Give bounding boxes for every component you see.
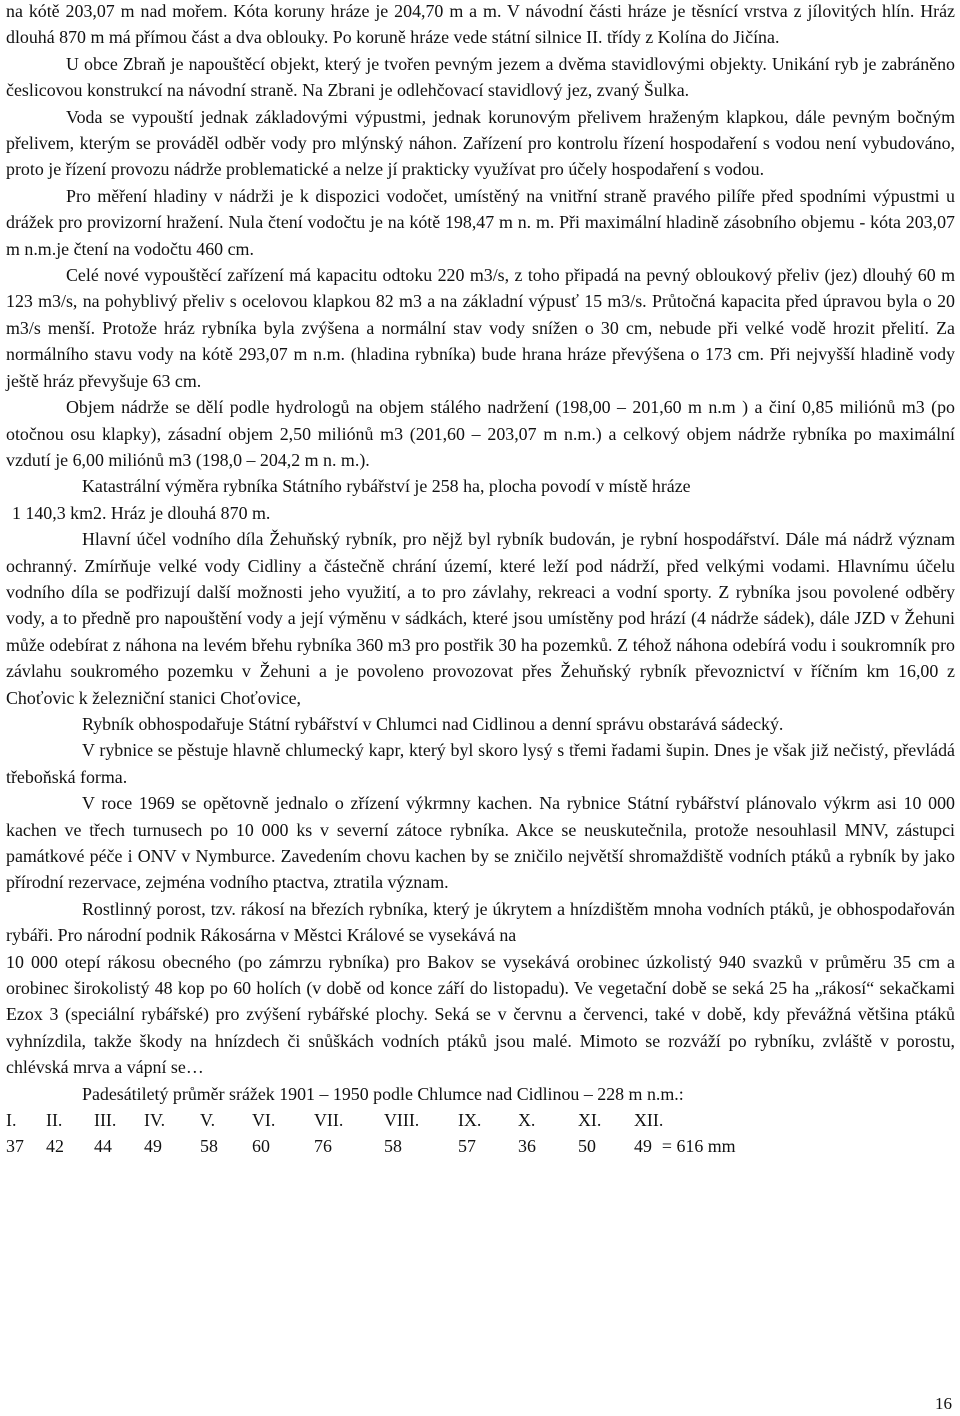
month-cell: VII. bbox=[314, 1110, 344, 1131]
total-cell: = 616 mm bbox=[661, 1136, 736, 1157]
paragraph-vykrmna-kachen: V roce 1969 se opětovně jednalo o zřízení výkrmny kachen. Na rybnice Státní rybářství plánovalo výkrm asi 10 000 kachen ve třech turnusech po 10 000 ks v severní zátoce rybníka. Akce se neuskutečnila, protože nesouhlasil MNV, zástupci památkové péče i ONV v Nymburce. Zavedením chovu kachen by se zničilo největší shromaždiště vodních ptáků a rybník by jako přírodní rezervace, zejména vodního ptactva, ztratila význam. bbox=[6, 793, 955, 893]
value-cell: 60 bbox=[252, 1136, 270, 1157]
value-cell: 58 bbox=[384, 1136, 402, 1157]
page-number: 16 bbox=[935, 1394, 952, 1413]
month-row bbox=[6, 1107, 955, 1133]
paragraph-objem-nadrze: Objem nádrže se dělí podle hydrologů na objem stálého nadržení (198,00 – 201,60 m n.m ) a činí 0,85 miliónů m3 (po otočnou osu klapky), zásadní objem 2,50 miliónů m3 (201,60 – 203,07 m n.m.) a celkový objem nádrže rybníka po maximální vzdutí je 6,00 miliónů m3 (198,0 – 204,2 m n. m.). bbox=[6, 397, 955, 470]
value-cell: 76 bbox=[314, 1136, 332, 1157]
value-cell: 37 bbox=[6, 1136, 24, 1157]
paragraph-mereni-hladiny: Pro měření hladiny v nádrži je k dispozici vodočet, umístěný na vnitřní straně pravého pilíře před spodními výpustmi u drážek pro provizorní hražení. Nula čtení vodočtu je na kótě 198,47 m n. m. Při maximální hladině zásobního objemu - kóta 203,07 m n.m.je čtení na vodočtu 460 cm. bbox=[6, 185, 955, 259]
document-page bbox=[6, 0, 955, 1160]
month-cell: XII. bbox=[634, 1110, 664, 1131]
value-cell: 44 bbox=[94, 1136, 112, 1157]
paragraph-vypousteci-zarizeni: Celé nové vypouštěcí zařízení má kapacitu odtoku 220 m3/s, z toho připadá na pevný obloukový přeliv (jez) dlouhý 60 m 123 m3/s, na pohyblivý přeliv s ocelovou klapkou 82 m3 a na základní výpusť 15 m3/s. Průtočná kapacita před úpravou byla o 20 m3/s menší. Protože hráz rybníka byla zvýšena a normální stav vody snížen o 30 cm, nebude při velké vodě hrozit přelití. Za normálního stavu vody na kótě 293,07 m n.m. (hladina rybníka) bude hrana hráze převýšena o 173 cm. Při nejvyšší hladině vody ještě hráz převyšuje 63 cm. bbox=[6, 265, 955, 391]
month-cell: III. bbox=[94, 1110, 117, 1131]
paragraph-prumer-srazek: Padesátiletý průměr srážek 1901 – 1950 podle Chlumce nad Cidlinou – 228 m n.m.: bbox=[82, 1083, 684, 1104]
paragraph-napousteci-objekt: U obce Zbraň je napouštěcí objekt, který je tvořen pevným jezem a dvěma stavidlovými objekty. Unikání ryb je zabráněno česlicovou konstrukcí na návodní straně. Na Zbrani je odlehčovací stavidlový jez, zvaný Šulka. bbox=[6, 53, 955, 101]
paragraph-kapr: V rybnice se pěstuje hlavně chlumecký kapr, který byl skoro lysý s třemi řadami šupin. Dnes je však již nečistý, převládá třeboňská forma. bbox=[6, 740, 955, 787]
month-cell: IV. bbox=[144, 1110, 166, 1131]
value-cell: 58 bbox=[200, 1136, 218, 1157]
value-cell: 49 bbox=[634, 1136, 652, 1157]
month-cell: VIII. bbox=[384, 1110, 420, 1131]
month-cell: II. bbox=[46, 1110, 63, 1131]
paragraph-rostlinny-porost: Rostlinný porost, tzv. rákosí na březích rybníka, který je úkrytem a hnízdištěm mnoha vodních ptáků, je obhospodařován rybáři. Pro národní podnik Rákosárna v Městci Králové se vysekává na bbox=[6, 898, 955, 946]
paragraph-plocha-povodi: 1 140,3 km2. Hráz je dlouhá 870 m. bbox=[12, 502, 271, 523]
value-cell: 50 bbox=[578, 1136, 596, 1157]
month-cell: V. bbox=[200, 1110, 216, 1131]
month-cell: VI. bbox=[252, 1110, 276, 1131]
paragraph-hlavni-ucel: Hlavní účel vodního díla Žehuňský rybník, pro nějž byl rybník budován, je rybní hospodářství. Dále má nádrž význam ochranný. Zmírňuje velké vody Cidliny a částečně chrání území, které leží pod nádrží, před velkými vodami. Hlavnímu účelu vodního díla se podřizují další možnosti jeho využití, a to pro závlahy, rekreaci a vodní sporty. Z rybníka jsou povolené odběry vody, a to předně pro napouštění vody a její výměnu v sádkách, které jsou umístěny pod hrází (4 nádrže sádek), dále JZD v Žehuni může odebírat z náhona na levém břehu rybníka 360 m3 pro postřik 30 ha pozemků. Z téhož náhona odebírá vodu i soukromník pro závlahu soukromého pozemku v Žehuni a je povoleno provozovat přes Žehuňský rybník převoznictví v říčním km 16,00 z Choťovic k železniční stanici Choťovice, bbox=[6, 529, 955, 708]
value-cell: 57 bbox=[458, 1136, 476, 1157]
paragraph-hraz: na kótě 203,07 m nad mořem. Kóta koruny hráze je 204,70 m a m. V návodní části hráze je těsnící vrstva z jílovitých hlín. Hráz dlouhá 870 m má přímou část a dva oblouky. Po koruně hráze vede státní silnice II. třídy z Kolína do Jičína. bbox=[6, 1, 955, 48]
month-cell: IX. bbox=[458, 1110, 482, 1131]
paragraph-katastralni-vymera: Katastrální výměra rybníka Státního rybářství je 258 ha, plocha povodí v místě hráze bbox=[82, 476, 691, 497]
month-cell: I. bbox=[6, 1110, 17, 1131]
value-cell: 36 bbox=[518, 1136, 536, 1157]
month-cell: XI. bbox=[578, 1110, 602, 1131]
paragraph-rakosi: 10 000 otepí rákosu obecného (po zámrzu rybníka) pro Bakov se vysekává orobinec úzkolistý 940 svazků v průměru 35 cm a orobinec širokolistý 48 kop po 60 holích (v době od konce září do listopadu). Ve vegetační době se seká 25 ha „rákosí“ sekačkami Ezox 3 (speciální rybářské) pro zvýšení rybářské plochy. Seká se v červnu a červenci, také v době, kdy převážná většina ptáků vyhnízdila, takže škody na hnízdech či snůškách vodních ptáků jsou malé. Mimoto se rozváží po rybníku, zvláště v porostu, chlévská mrva a vápní se… bbox=[6, 951, 955, 1078]
value-cell: 42 bbox=[46, 1136, 64, 1157]
paragraph-vypousteni: Voda se vypouští jednak základovými výpustmi, jednak korunovým přelivem hraženým klapkou, dále pevným bočným přelivem, kterým se prováděl odběr vody pro mlýnský náhon. Zařízení pro kontrolu řízení hospodaření s vodou není vybudováno, proto je řízení provozu nádrže problematické a nelze jí prakticky využívat pro účely hospodaření s vodou. bbox=[6, 106, 955, 180]
value-row bbox=[6, 1133, 955, 1159]
value-cell: 49 bbox=[144, 1136, 162, 1157]
paragraph-obhospodareni: Rybník obhospodařuje Státní rybářství v Chlumci nad Cidlinou a denní správu obstarává sádecký. bbox=[82, 713, 784, 734]
precipitation-table bbox=[6, 1107, 955, 1160]
month-cell: X. bbox=[518, 1110, 536, 1131]
